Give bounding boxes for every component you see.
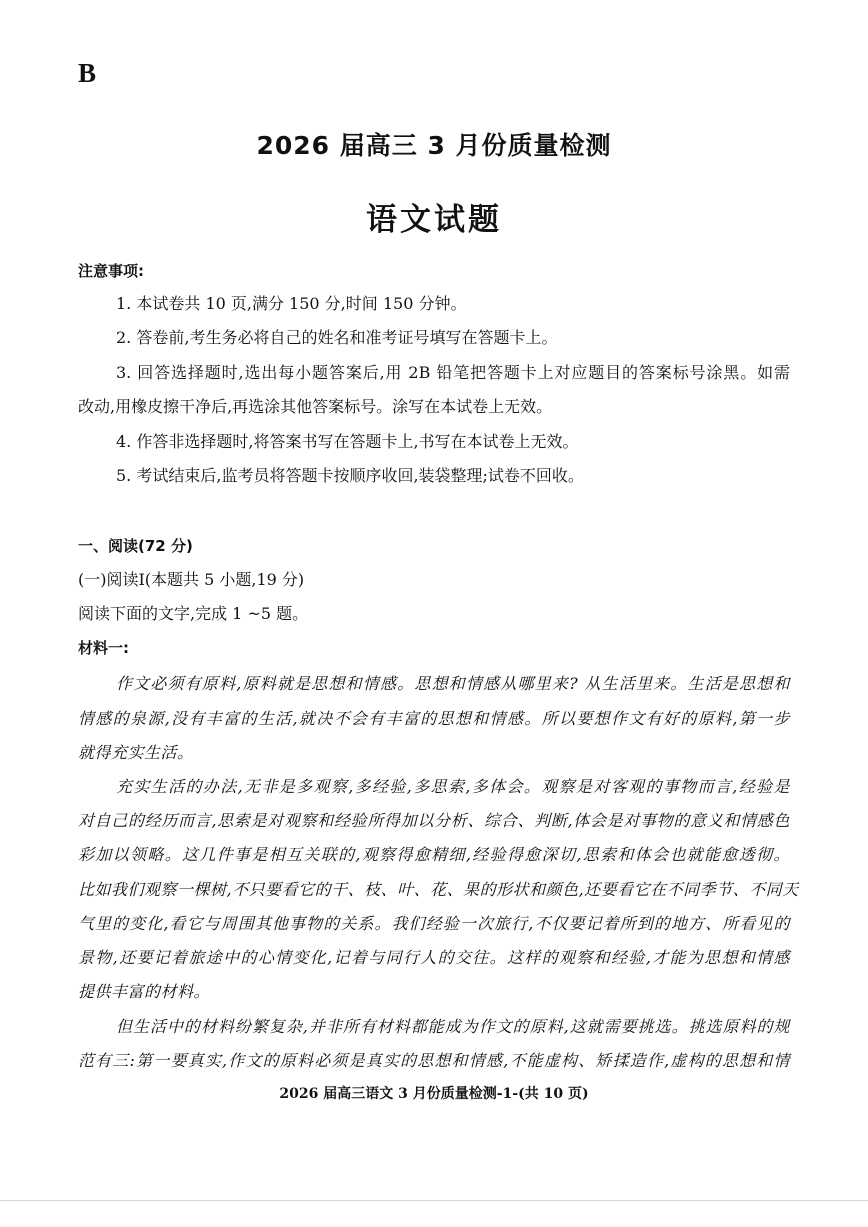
passage-line: 提供丰富的材料。 [78, 982, 211, 1001]
passage-line: 范有三:第一要真实,作文的原料必须是真实的思想和情感,不能虚构、矫揉造作,虚构的思想和情 [78, 1051, 790, 1070]
exam-title: 2026 届高三 3 月份质量检测 [256, 131, 612, 160]
passage-line: 充实生活的办法,无非是多观察,多经验,多思索,多体会。观察是对客观的事物而言,经验是 [116, 777, 790, 796]
section-heading: 一、阅读(72 分) [78, 537, 193, 555]
passage-line: 就得充实生活。 [78, 743, 194, 762]
subsection-heading: (一)阅读Ⅰ(本题共 5 小题,19 分) [78, 570, 305, 589]
passage-line: 但生活中的材料纷繁复杂,并非所有材料都能成为作文的原料,这就需要挑选。挑选原料的规 [116, 1017, 790, 1036]
notice-item: 1. 本试卷共 10 页,满分 150 分,时间 150 分钟。 [116, 294, 467, 313]
notice-item-continued: 改动,用橡皮擦干净后,再选涂其他答案标号。涂写在本试卷上无效。 [78, 397, 553, 416]
notice-item: 5. 考试结束后,监考员将答题卡按顺序收回,装袋整理;试卷不回收。 [116, 466, 584, 485]
notice-heading: 注意事项: [78, 262, 144, 280]
passage-line: 比如我们观察一棵树,不只要看它的干、枝、叶、花、果的形状和颜色,还要看它在不同季节、不同天 [78, 880, 799, 899]
page-bottom-divider [0, 1200, 868, 1201]
notice-item: 4. 作答非选择题时,将答案书写在答题卡上,书写在本试卷上无效。 [116, 432, 579, 451]
subject-title: 语文试题 [366, 202, 502, 238]
passage-line: 彩加以领略。这几件事是相互关联的,观察得愈精细,经验得愈深切,思索和体会也就能愈透彻。 [78, 845, 790, 864]
passage-line: 气里的变化,看它与周围其他事物的关系。我们经验一次旅行,不仅要记着所到的地方、所看见的 [78, 914, 790, 933]
notice-item: 3. 回答选择题时,选出每小题答案后,用 2B 铅笔把答题卡上对应题目的答案标号涂黑。如需 [116, 363, 790, 382]
passage-line: 景物,还要记着旅途中的心情变化,记着与同行人的交往。这样的观察和经验,才能为思想和情感 [78, 948, 790, 967]
passage-line: 情感的泉源,没有丰富的生活,就决不会有丰富的思想和情感。所以要想作文有好的原料,第一步 [78, 709, 790, 728]
page-footer: 2026 届高三语文 3 月份质量检测-1-(共 10 页) [279, 1086, 589, 1102]
reading-instruction: 阅读下面的文字,完成 1 ~5 题。 [78, 604, 309, 623]
passage-line: 对自己的经历而言,思索是对观察和经验所得加以分析、综合、判断,体会是对事物的意义和情感色 [78, 811, 790, 830]
paper-version-letter: B [78, 58, 97, 88]
passage-line: 作文必须有原料,原料就是思想和情感。思想和情感从哪里来? 从生活里来。生活是思想和 [116, 674, 790, 693]
material-label: 材料一: [78, 639, 129, 657]
notice-item: 2. 答卷前,考生务必将自己的姓名和准考证号填写在答题卡上。 [116, 328, 558, 347]
